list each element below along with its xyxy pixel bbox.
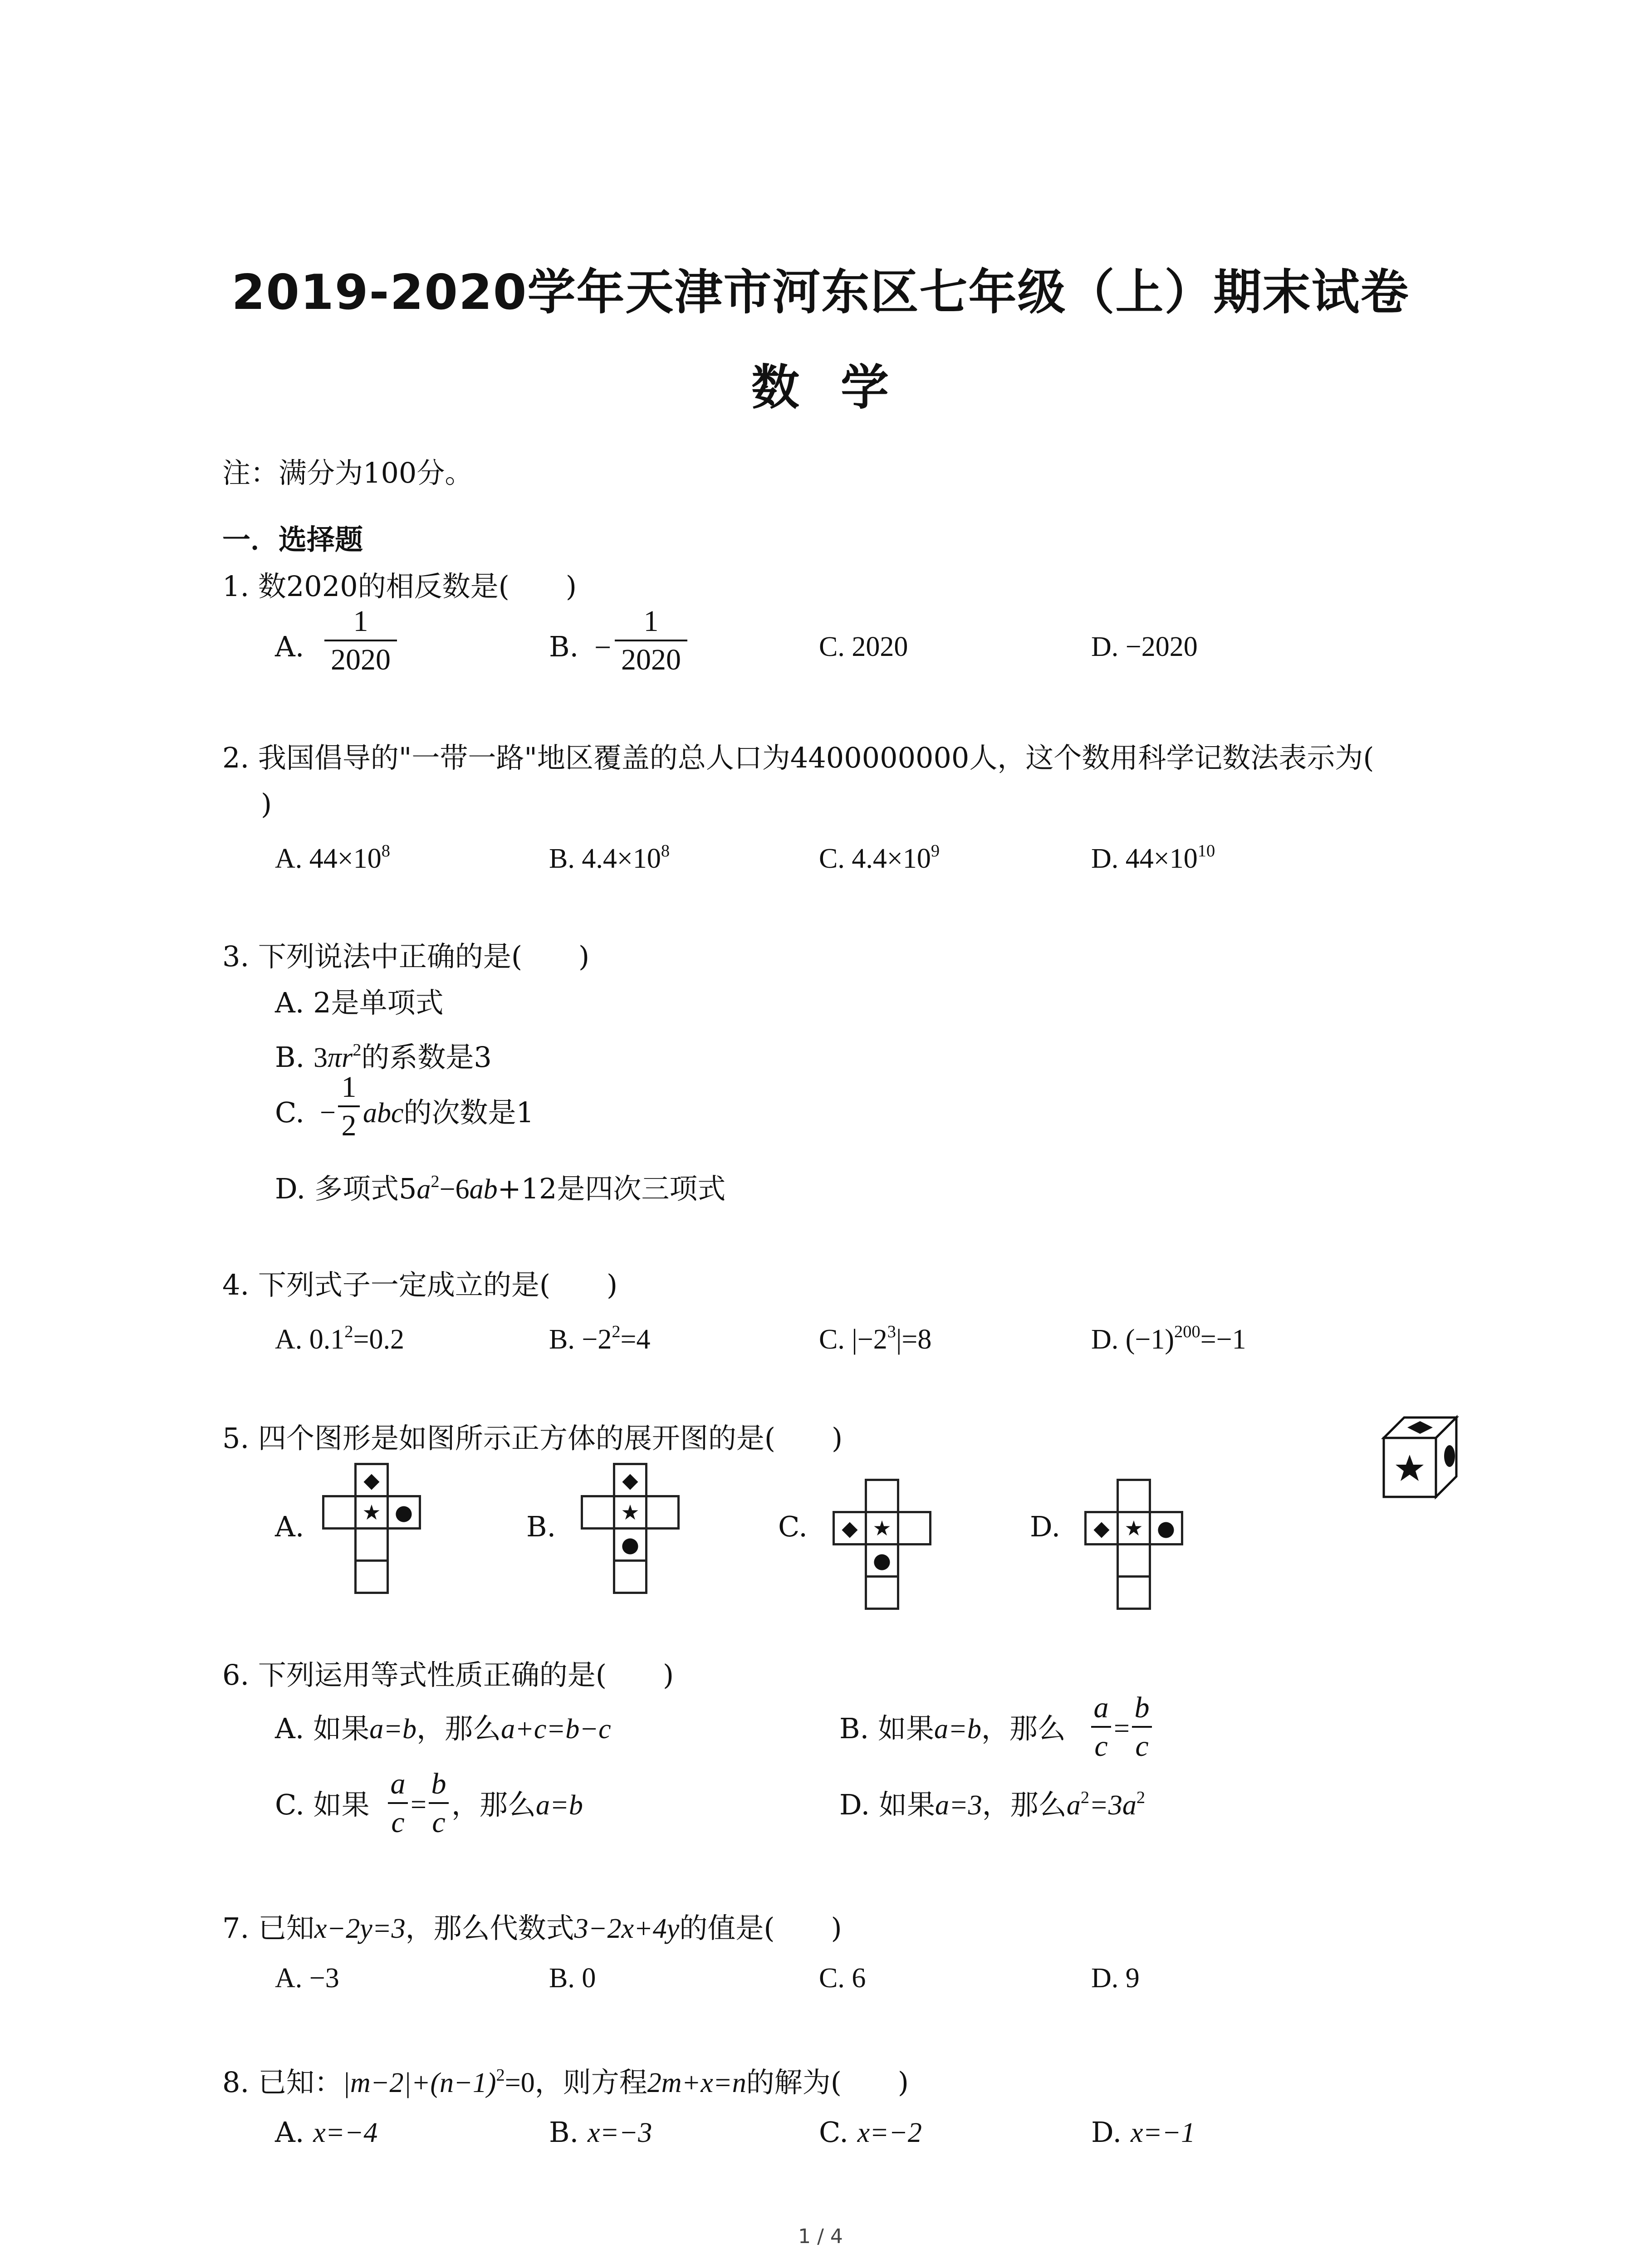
cube-side-circle — [1444, 1445, 1455, 1467]
q4-option-c: C. $|-2^3|=8$ — [819, 1322, 932, 1355]
net-cell — [1117, 1575, 1151, 1610]
net-cell-circle: ● — [613, 1527, 647, 1562]
q3-option-c-sign: − — [320, 1097, 336, 1128]
q6-option-b-fraction-a: a c — [1091, 1692, 1111, 1762]
q1-option-d: D. −2020 — [1091, 631, 1198, 662]
net-cell-circle: ● — [387, 1495, 421, 1530]
numerator: 1 — [341, 1070, 357, 1104]
net-cell-star: ★ — [865, 1511, 899, 1545]
q5-option-d-label: D. — [1030, 1510, 1061, 1543]
q6-option-c-suffix: ，那么a=b — [451, 1788, 583, 1821]
q8-stem: 8. 已知：$|m-2|+(n-1)^2=0$，则方程2m+x=n的解为( ) — [222, 2066, 909, 2099]
net-cell-star: ★ — [1117, 1511, 1151, 1545]
q2-option-b: B. $4.4\times 10^8$ — [549, 841, 670, 874]
q6-option-b-fraction-b: b c — [1132, 1692, 1152, 1762]
net-cell-star: ★ — [354, 1495, 389, 1530]
q7-option-c: C. 6 — [819, 1963, 866, 1994]
q6-option-b-equals: = — [1114, 1713, 1130, 1744]
reference-cube — [1379, 1413, 1461, 1508]
q8-option-c: C. x=−2 — [819, 2116, 922, 2149]
net-cell-star: ★ — [613, 1495, 647, 1530]
q8-option-b: B. x=−3 — [549, 2116, 652, 2149]
q3-option-c-text: abc的次数是1 — [363, 1096, 534, 1129]
net-cell — [897, 1511, 931, 1545]
q1-option-a-label: A. — [275, 630, 304, 663]
q6-stem: 6. 下列运用等式性质正确的是( ) — [222, 1658, 674, 1691]
q2-option-d: D. $44\times 10^{10}$ — [1091, 841, 1215, 874]
q7-stem: 7. 已知x−2y=3，那么代数式3−2x+4y的值是( ) — [222, 1911, 842, 1945]
q1-option-b-fraction — [615, 606, 687, 676]
q3-option-b: B. $3\pi r^2$的系数是3 — [275, 1041, 492, 1074]
numerator: 1 — [353, 605, 368, 638]
q6-option-b-text: B. 如果a=b，那么 — [839, 1712, 1066, 1745]
q3-option-d: D. 多项式$5a^2-6ab+12$是四次三项式 — [275, 1172, 726, 1205]
q2-option-c: C. $4.4\times 10^9$ — [819, 841, 940, 874]
denominator: 2 — [341, 1109, 357, 1143]
q8-option-a: A. x=−4 — [275, 2116, 378, 2149]
q5-option-b-net — [581, 1463, 681, 1599]
net-cell-diamond: ◆ — [354, 1463, 389, 1497]
q2-stem-continued: ) — [261, 787, 272, 821]
q5-option-d-net — [1084, 1479, 1184, 1601]
page-number: 1 / 4 — [798, 2225, 843, 2248]
denominator: 2020 — [621, 643, 681, 677]
q7-option-a: A. −3 — [275, 1963, 339, 1994]
q5-option-c-net — [833, 1479, 932, 1601]
net-cell — [865, 1479, 899, 1513]
q7-option-b: B. 0 — [549, 1963, 596, 1994]
q6-option-d: D. 如果a=3，那么$a^2=3a^2$ — [839, 1788, 1146, 1821]
q2-stem: 2. 我国倡导的"一带一路"地区覆盖的总人口为4400000000人，这个数用科学记数法表示为( — [222, 741, 1374, 774]
q3-option-a: A. 2是单项式 — [275, 986, 444, 1019]
q6-option-c-fraction-b: b c — [429, 1768, 449, 1838]
q6-option-c-equals: = — [411, 1789, 426, 1820]
net-cell — [1117, 1543, 1151, 1578]
q4-stem: 4. 下列式子一定成立的是( ) — [222, 1268, 618, 1301]
q3-option-c-fraction — [338, 1071, 360, 1142]
section-heading: 一．选择题 — [222, 523, 363, 556]
net-cell — [581, 1495, 615, 1530]
net-cell — [354, 1559, 389, 1594]
net-cell-diamond: ◆ — [613, 1463, 647, 1497]
q1-option-b-sign: − — [594, 631, 612, 664]
net-cell — [1117, 1479, 1151, 1513]
numerator: 1 — [643, 605, 659, 638]
fraction-bar — [324, 640, 397, 641]
q5-option-b-label: B. — [526, 1510, 556, 1543]
q2-option-a: A. $44\times 10^8$ — [275, 841, 390, 874]
q1-stem: 1. 数2020的相反数是( ) — [222, 570, 577, 603]
q6-option-a: A. 如果a=b，那么a+c=b−c — [275, 1712, 611, 1745]
net-cell — [645, 1495, 680, 1530]
page-title: 2019-2020学年天津市河东区七年级（上）期末试卷 — [231, 264, 1410, 320]
net-cell-diamond: ◆ — [1084, 1511, 1119, 1545]
q4-option-a: A. $0.1^2=0.2$ — [275, 1322, 404, 1355]
q4-option-b: B. $-2^2=4$ — [549, 1322, 651, 1355]
q8-option-d: D. x=−1 — [1091, 2116, 1195, 2149]
net-cell — [354, 1527, 389, 1562]
q5-option-a-label: A. — [275, 1510, 304, 1543]
q4-option-d: D. $(-1)^{200}=-1$ — [1091, 1322, 1246, 1355]
net-cell-circle: ● — [1149, 1511, 1183, 1545]
q6-option-c-fraction-a: a c — [388, 1768, 408, 1838]
net-cell — [613, 1559, 647, 1594]
net-cell-diamond: ◆ — [833, 1511, 867, 1545]
q5-option-c-label: C. — [778, 1510, 808, 1543]
q5-stem: 5. 四个图形是如图所示正方体的展开图的是( ) — [222, 1422, 843, 1455]
q1-option-c: C. 2020 — [819, 631, 908, 662]
subject-title: 数 学 — [751, 360, 890, 415]
q5-option-a-net — [322, 1463, 422, 1599]
score-note: 注：满分为100分。 — [222, 456, 473, 489]
q1-option-a-fraction — [324, 606, 397, 676]
q1-option-b-label: B. — [549, 630, 579, 663]
q3-option-c-label: C. — [275, 1096, 304, 1129]
net-cell-circle: ● — [865, 1543, 899, 1578]
q6-option-c-prefix: C. 如果 — [275, 1788, 370, 1821]
fraction-bar — [615, 640, 687, 641]
fraction-bar — [338, 1105, 360, 1107]
q3-stem: 3. 下列说法中正确的是( ) — [222, 940, 590, 973]
q7-option-d: D. 9 — [1091, 1963, 1140, 1994]
net-cell — [322, 1495, 357, 1530]
denominator: 2020 — [331, 643, 391, 677]
net-cell — [865, 1575, 899, 1610]
